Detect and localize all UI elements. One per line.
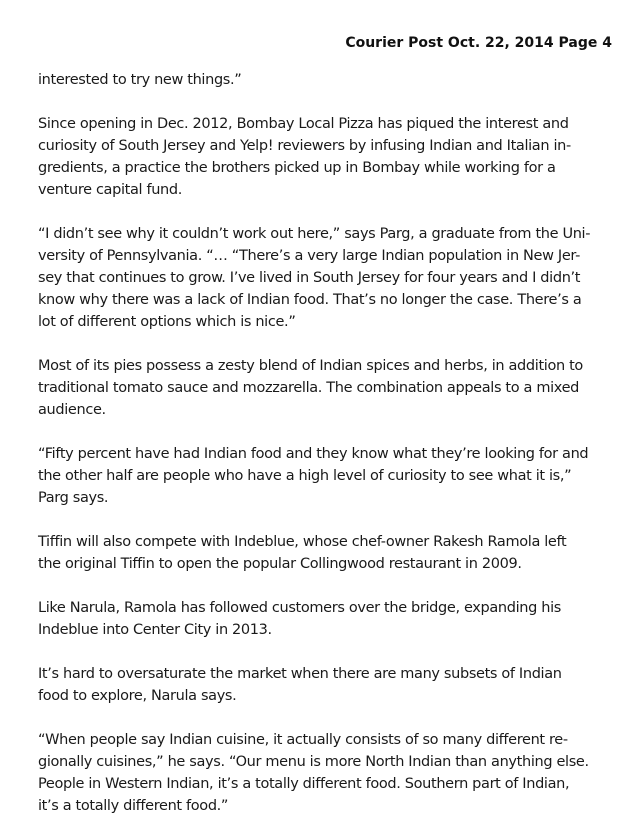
- text-line: “When people say Indian cuisine, it actually consists of so many different re-: [38, 732, 568, 748]
- paragraph: [38, 663, 598, 707]
- paragraph: [38, 113, 598, 201]
- text-line: audience.: [38, 402, 106, 418]
- paragraph: [38, 531, 598, 575]
- text-line: gionally cuisines,” he says. “Our menu is more North Indian than anything else.: [38, 754, 589, 770]
- text-line: Parg says.: [38, 490, 109, 506]
- text-line: venture capital fund.: [38, 182, 182, 198]
- text-line: gredients, a practice the brothers picked up in Bombay while working for a: [38, 160, 556, 176]
- text-line: it’s a totally different food.”: [38, 798, 229, 814]
- paragraph: [38, 729, 598, 817]
- text-line: the original Tiffin to open the popular Collingwood restaurant in 2009.: [38, 556, 522, 572]
- text-line: “I didn’t see why it couldn’t work out here,” says Parg, a graduate from the Uni-: [38, 226, 591, 242]
- paragraph: [38, 355, 598, 421]
- running-header: Courier Post Oct. 22, 2014 Page 4: [345, 35, 612, 51]
- text-line: interested to try new things.”: [38, 72, 242, 88]
- paragraph: [38, 223, 598, 333]
- text-line: sey that continues to grow. I’ve lived in South Jersey for four years and I didn’t: [38, 270, 581, 286]
- text-line: Indeblue into Center City in 2013.: [38, 622, 272, 638]
- text-line: Like Narula, Ramola has followed customers over the bridge, expanding his: [38, 600, 561, 616]
- paragraph: [38, 443, 598, 509]
- text-line: It’s hard to oversaturate the market when there are many subsets of Indian: [38, 666, 562, 682]
- text-line: traditional tomato sauce and mozzarella. The combination appeals to a mixed: [38, 380, 579, 396]
- text-line: know why there was a lack of Indian food. That’s no longer the case. There’s a: [38, 292, 582, 308]
- text-line: Tiffin will also compete with Indeblue, whose chef-owner Rakesh Ramola left: [38, 534, 567, 550]
- paragraph: [38, 69, 598, 91]
- text-line: the other half are people who have a high level of curiosity to see what it is,”: [38, 468, 572, 484]
- text-line: food to explore, Narula says.: [38, 688, 237, 704]
- text-line: “Fifty percent have had Indian food and they know what they’re looking for and: [38, 446, 589, 462]
- text-line: Since opening in Dec. 2012, Bombay Local Pizza has piqued the interest and: [38, 116, 569, 132]
- article-body: [38, 69, 598, 839]
- text-line: Most of its pies possess a zesty blend of Indian spices and herbs, in addition to: [38, 358, 583, 374]
- text-line: People in Western Indian, it’s a totally different food. Southern part of Indian,: [38, 776, 570, 792]
- text-line: curiosity of South Jersey and Yelp! reviewers by infusing Indian and Italian in-: [38, 138, 571, 154]
- text-line: versity of Pennsylvania. “… “There’s a very large Indian population in New Jer-: [38, 248, 580, 264]
- paragraph: [38, 597, 598, 641]
- text-line: lot of different options which is nice.”: [38, 314, 296, 330]
